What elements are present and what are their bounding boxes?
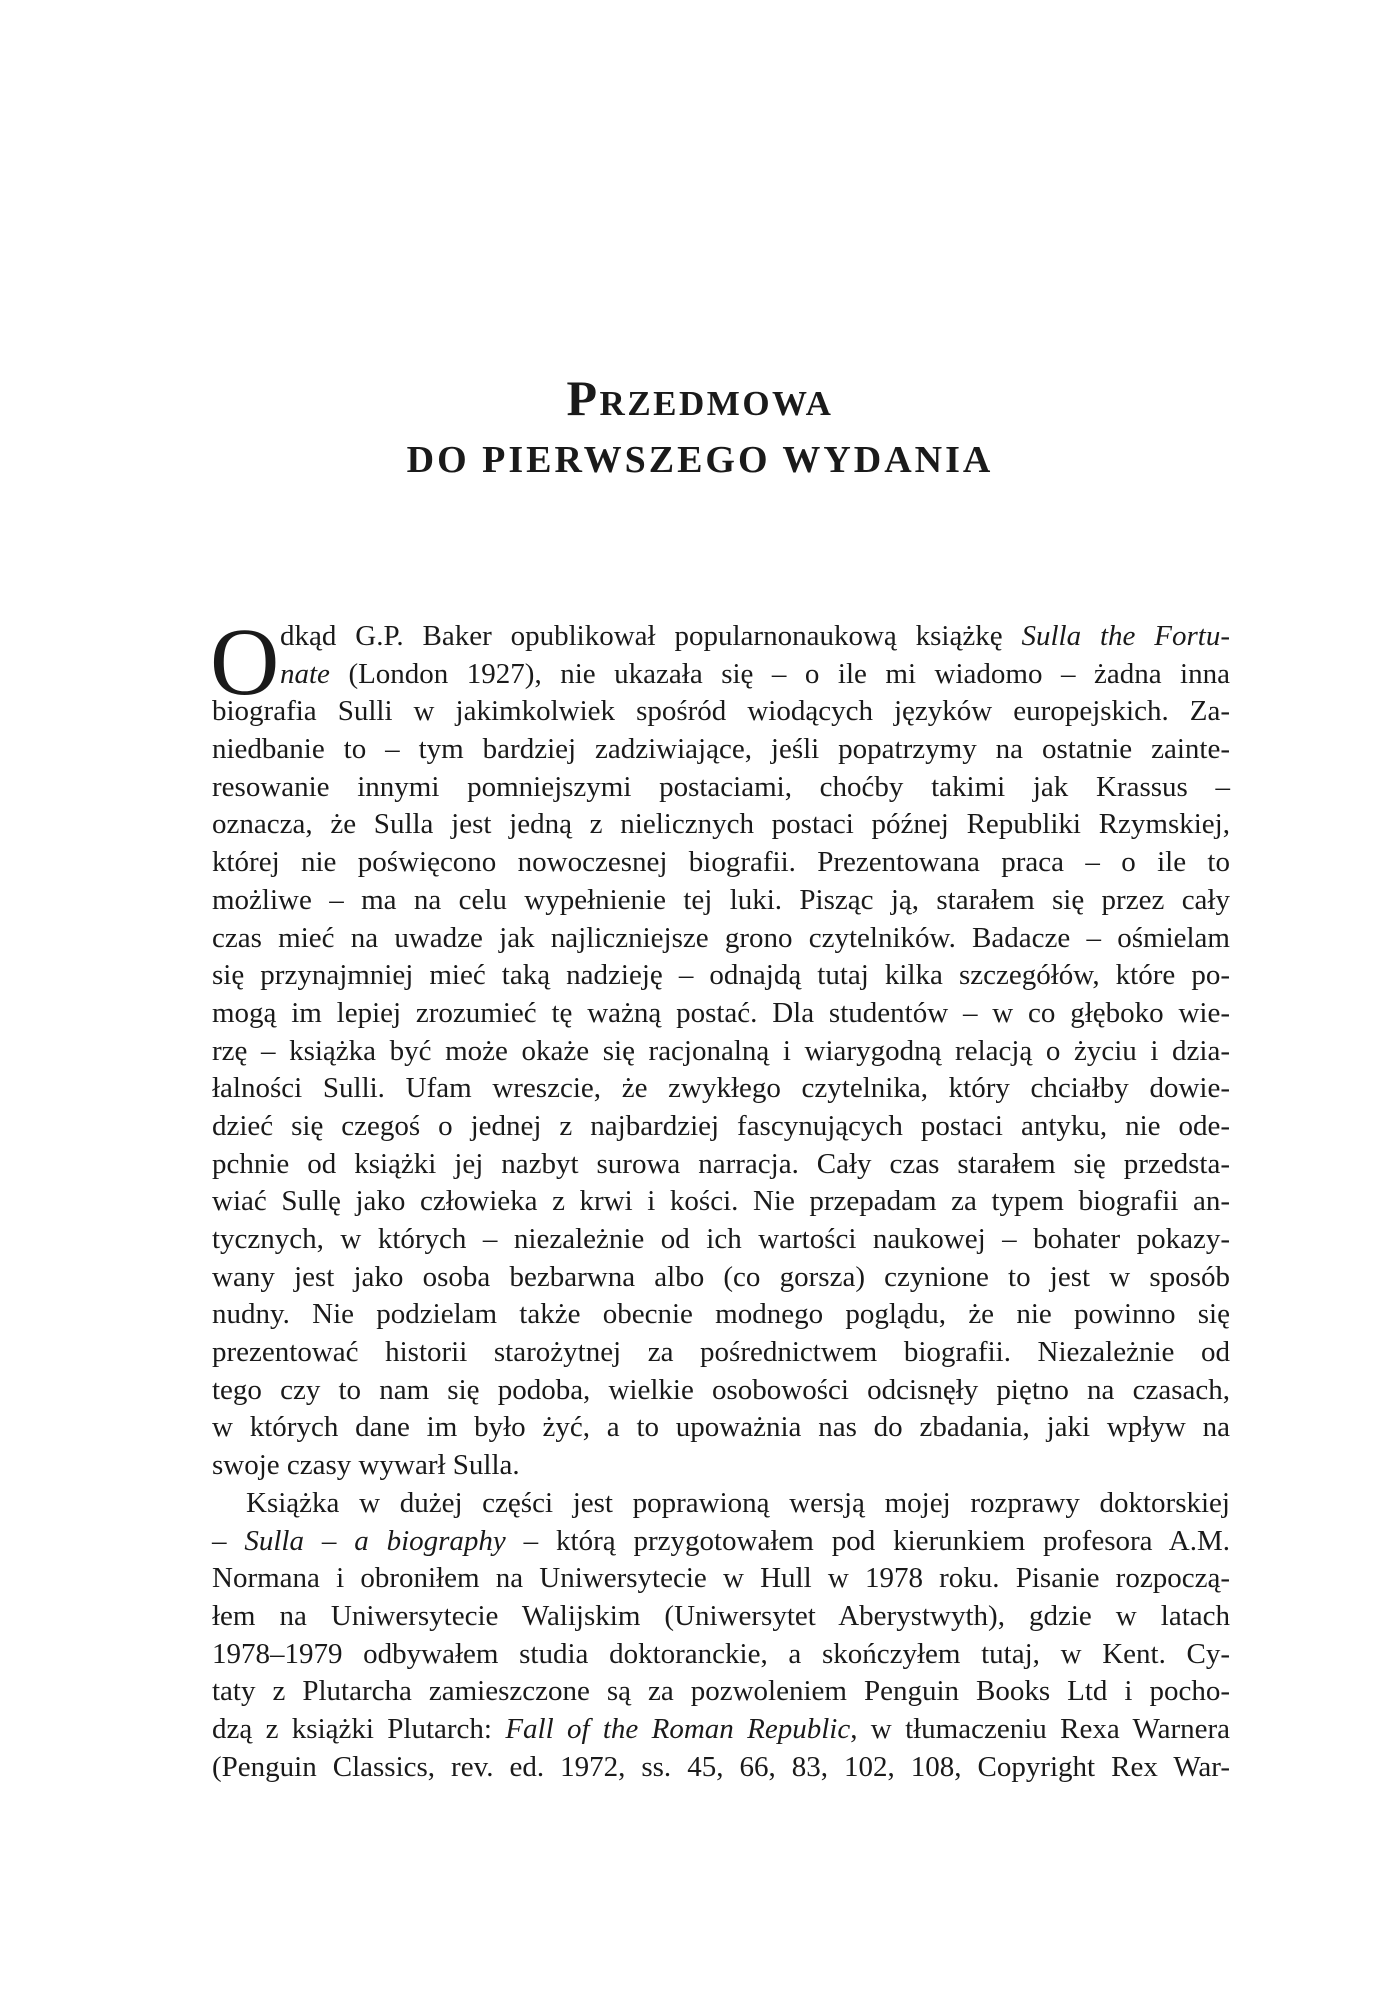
text-line	[212, 1108, 1230, 1146]
text-line	[212, 806, 1230, 844]
chapter-title	[0, 370, 1400, 485]
text-run: czas mieć na uwadze jak najliczniejsze grono czytelników. Badacze – ośmielam	[212, 921, 1230, 954]
text-run: mogą im lepiej zrozumieć tę ważną postać. Dla studentów – w co głęboko wie-	[212, 996, 1230, 1029]
text-line	[212, 1409, 1230, 1447]
text-run: swoje czasy wywarł Sulla.	[212, 1449, 520, 1482]
title-line-1: Przedmowa	[566, 370, 834, 426]
text-run: taty z Plutarcha zamieszczone są za pozwoleniem Penguin Books Ltd i pocho-	[212, 1675, 1230, 1708]
text-run: dzieć się czegoś o jednej z najbardziej fascynujących postaci antyku, nie ode-	[212, 1109, 1230, 1142]
drop-cap: O	[210, 608, 280, 715]
italic-text: Sulla – a biography	[244, 1524, 506, 1557]
text-run: dkąd G.P. Baker opublikował popularnonaukową książkę	[280, 620, 1022, 652]
text-run: której nie poświęcono nowoczesnej biografii. Prezentowana praca – o ile to	[212, 846, 1230, 879]
text-line	[212, 731, 1230, 769]
text-run: – którą przygotowałem pod kierunkiem profesora A.M.	[505, 1524, 1230, 1557]
text-run: tycznych, w których – niezależnie od ich wartości naukowej – bohater pokazy-	[212, 1223, 1230, 1255]
body-text	[210, 608, 1231, 1786]
text-run: 1978–1979 odbywałem studia doktoranckie, a skończyłem tutaj, w Kent. Cy-	[212, 1637, 1230, 1670]
italic-text: Sulla the Fortu-	[1021, 620, 1231, 652]
text-line	[212, 1221, 1230, 1259]
text-run: (Penguin Classics, rev. ed. 1972, ss. 45, 66, 83, 102, 108, Copyright Rex War-	[212, 1750, 1230, 1783]
text-run: oznacza, że Sulla jest jedną z nielicznych postaci późnej Republiki Rzymskiej,	[212, 808, 1230, 841]
italic-text: nate	[280, 657, 330, 690]
text-run: pchnie od książki jej nazbyt surowa narracja. Cały czas starałem się przedsta-	[212, 1147, 1230, 1180]
text-run: Normana i obroniłem na Uniwersytecie w Hull w 1978 roku. Pisanie rozpoczą-	[212, 1562, 1230, 1595]
text-line	[212, 957, 1230, 995]
text-run: łalności Sulli. Ufam wreszcie, że zwykłego czytelnika, który chciałby dowie-	[212, 1072, 1230, 1105]
text-line	[212, 995, 1230, 1033]
text-line	[212, 1372, 1230, 1410]
text-run: łem na Uniwersytecie Walijskim (Uniwersytet Aberystwyth), gdzie w latach	[212, 1599, 1230, 1632]
text-line	[212, 1523, 1230, 1561]
text-line	[212, 844, 1230, 882]
paragraph-2	[212, 1485, 1230, 1787]
text-line	[212, 1598, 1230, 1636]
text-line	[212, 1711, 1230, 1749]
text-line	[212, 1334, 1230, 1372]
text-run: , w tłumaczeniu Rexa Warnera	[850, 1712, 1230, 1745]
text-line	[212, 920, 1230, 958]
text-run: (London 1927), nie ukazała się – o ile mi wiadomo – żadna inna	[329, 657, 1230, 690]
text-run: –	[212, 1524, 245, 1557]
text-line	[212, 1560, 1230, 1598]
text-run: możliwe – ma na celu wypełnienie tej luki. Pisząc ją, starałem się przez cały	[212, 883, 1230, 916]
text-run: dzą z książki Plutarch:	[212, 1712, 506, 1745]
text-line	[212, 1485, 1230, 1523]
text-run: tego czy to nam się podoba, wielkie osobowości odcisnęły piętno na czasach,	[212, 1373, 1230, 1406]
text-line	[212, 882, 1230, 920]
text-run: niedbanie to – tym bardziej zadziwiające, jeśli popatrzymy na ostatnie zainte-	[212, 733, 1230, 766]
text-run: nudny. Nie podzielam także obecnie modnego poglądu, że nie powinno się	[212, 1298, 1230, 1331]
text-run: rzę – książka być może okaże się racjonalną i wiarygodną relacją o życiu i dzia-	[212, 1034, 1230, 1067]
text-line	[212, 1070, 1230, 1108]
text-run: wiać Sullę jako człowieka z krwi i kości. Nie przepadam za typem biografii an-	[212, 1185, 1230, 1218]
text-line	[212, 769, 1230, 807]
text-run: się przynajmniej mieć taką nadzieję – odnajdą tutaj kilka szczegółów, które po-	[212, 959, 1230, 992]
title-line-2: DO PIERWSZEGO WYDANIA	[406, 438, 994, 481]
text-line	[212, 1447, 1230, 1485]
text-run: biografia Sulli w jakimkolwiek spośród wiodących języków europejskich. Za-	[212, 695, 1230, 728]
text-line	[212, 656, 1230, 694]
text-line	[212, 1296, 1230, 1334]
text-run: Książka w dużej części jest poprawioną wersją mojej rozprawy doktorskiej	[246, 1486, 1230, 1519]
text-line	[212, 1259, 1230, 1297]
text-line	[212, 618, 1230, 656]
italic-text: Fall of the Roman Republic	[505, 1712, 851, 1745]
text-run: resowanie innymi pomniejszymi postaciami, choćby takimi jak Krassus –	[212, 770, 1230, 803]
text-line	[212, 1033, 1230, 1071]
paragraph-1	[212, 618, 1230, 1485]
text-run: w których dane im było żyć, a to upoważnia nas do zbadania, jaki wpływ na	[212, 1411, 1230, 1444]
text-line	[212, 1673, 1230, 1711]
text-line	[212, 1636, 1230, 1674]
text-line	[212, 1749, 1230, 1787]
text-run: wany jest jako osoba bezbarwna albo (co gorsza) czynione to jest w sposób	[212, 1260, 1230, 1293]
text-line	[212, 693, 1230, 731]
text-run: prezentować historii starożytnej za pośrednictwem biografii. Niezależnie od	[212, 1336, 1230, 1369]
text-line	[212, 1183, 1230, 1221]
text-line	[212, 1146, 1230, 1184]
